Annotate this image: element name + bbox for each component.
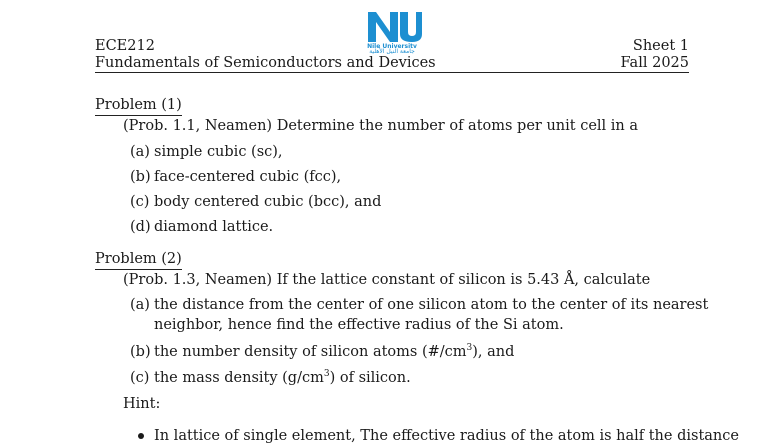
problem-1-item-d-label: (d) bbox=[130, 219, 151, 235]
hint-bullet-1: In lattice of single element, The effective radius of the atom is half the distance bbox=[154, 428, 739, 444]
problem-2-item-a-line2: neighbor, hence find the effective radius of the Si atom. bbox=[154, 317, 564, 333]
problem-1-item-b-text: face-centered cubic (fcc), bbox=[154, 169, 342, 185]
header-rule bbox=[95, 72, 689, 73]
problem-2-item-b-post: ), and bbox=[472, 344, 515, 360]
problem-1-item-c-label: (c) bbox=[130, 194, 150, 210]
problem-2-item-c-pre: the mass density (g/cm bbox=[154, 370, 324, 386]
problem-2-item-b-label: (b) bbox=[130, 344, 151, 360]
term: Fall 2025 bbox=[620, 55, 689, 71]
problem-2-item-a-line1: the distance from the center of one silicon atom to the center of its nearest bbox=[154, 297, 709, 313]
problem-2-item-c-sup: 3 bbox=[323, 369, 330, 380]
logo-wordmark: Nile University bbox=[367, 43, 417, 48]
problem-2-intro: (Prob. 1.3, Neamen) If the lattice constant of silicon is 5.43 Å, calculate bbox=[123, 272, 651, 288]
problem-1-item-a-text: simple cubic (sc), bbox=[154, 144, 283, 160]
course-name: Fundamentals of Semiconductors and Devices bbox=[95, 55, 436, 71]
problem-1-item-a-label: (a) bbox=[130, 144, 150, 160]
university-logo bbox=[362, 8, 422, 56]
hint-label: Hint: bbox=[123, 396, 161, 412]
problem-2-item-a-label: (a) bbox=[130, 297, 150, 313]
problem-2-item-b-pre: the number density of silicon atoms (#/cm bbox=[154, 344, 467, 360]
bullet-icon bbox=[138, 433, 144, 439]
problem-1-title: Problem (1) bbox=[95, 96, 182, 116]
problem-2-item-c-text bbox=[154, 369, 411, 387]
sheet-number: Sheet 1 bbox=[632, 38, 689, 54]
problem-2-item-b-text bbox=[154, 343, 514, 361]
problem-2-title: Problem (2) bbox=[95, 250, 182, 270]
problem-2-item-b-sup: 3 bbox=[466, 343, 473, 354]
nu-logo-mark-icon bbox=[362, 8, 422, 48]
course-code: ECE212 bbox=[95, 38, 155, 54]
problem-1-item-d-text: diamond lattice. bbox=[154, 219, 274, 235]
problem-1-item-c-text: body centered cubic (bcc), and bbox=[154, 194, 382, 210]
problem-2-item-c-label: (c) bbox=[130, 370, 150, 386]
problem-1-item-b-label: (b) bbox=[130, 169, 151, 185]
problem-1-intro: (Prob. 1.1, Neamen) Determine the number of atoms per unit cell in a bbox=[123, 118, 639, 134]
problem-2-item-c-post: ) of silicon. bbox=[329, 370, 411, 386]
logo-arabic-text: جامعة النيل الأهلية bbox=[369, 48, 415, 55]
